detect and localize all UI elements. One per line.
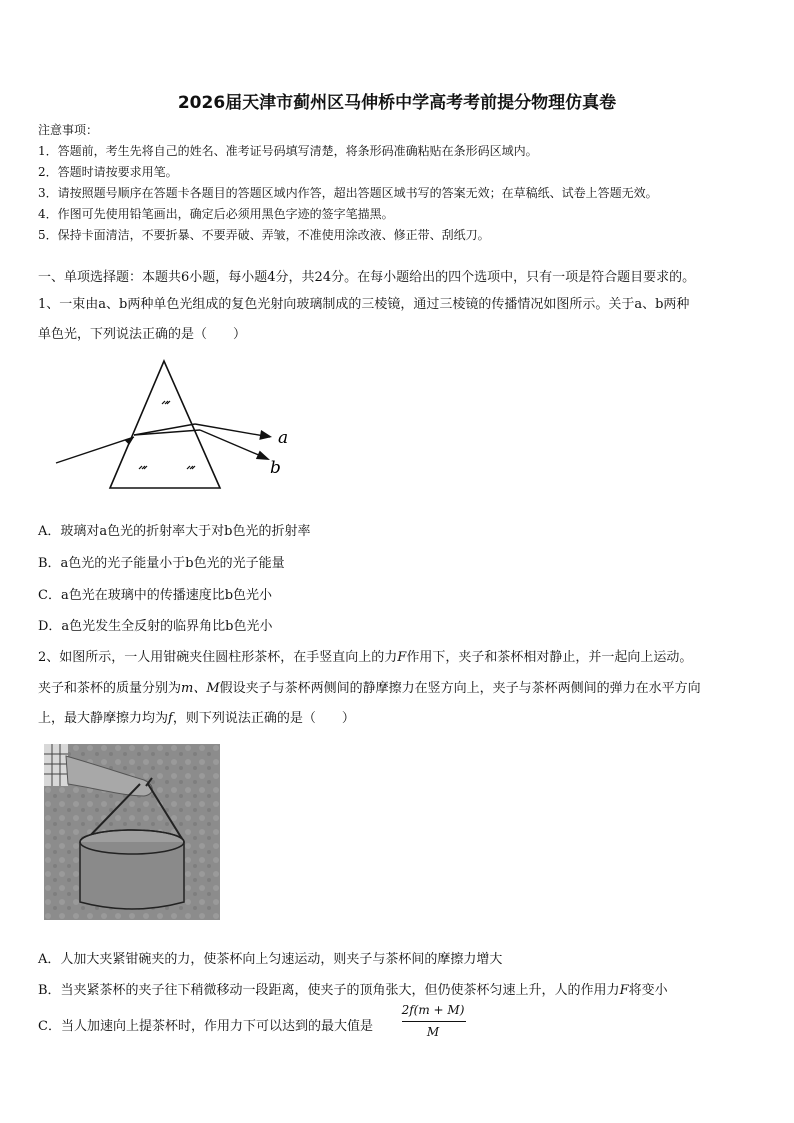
prism-triangle xyxy=(110,361,220,488)
notice-item: 4．作图可先使用铅笔画出，确定后必须用黑色字迹的签字笔描黑。 xyxy=(38,207,394,221)
var-f: f xyxy=(168,711,173,726)
page-title: 2026届天津市蓟州区马伸桥中学高考考前提分物理仿真卷 xyxy=(177,93,617,113)
option-c: C．a色光在玻璃中的传播速度比b色光小 xyxy=(38,588,273,603)
emergent-ray-a xyxy=(195,424,270,437)
question-2-stem-cont xyxy=(38,677,701,696)
option-a: A．玻璃对a色光的折射率大于对b色光的折射率 xyxy=(38,524,311,539)
notice-item: 5．保持卡面清洁，不要折暴、不要弄破、弄皱，不准使用涂改液、修正带、刮纸刀。 xyxy=(38,228,490,242)
question-2-stem-cont xyxy=(38,707,355,726)
notice-item: 2．答题时请按要求用笔。 xyxy=(38,165,178,179)
option-text: B．当夹紧茶杯的夹子往下稍微移动一段距离，使夹子的顶角张大，但仍使茶杯匀速上升，人的作用力 xyxy=(38,983,620,998)
question-1-stem-cont: 单色光，下列说法正确的是（ ） xyxy=(38,327,247,342)
clamp-photo xyxy=(44,744,220,920)
sleeve xyxy=(44,744,68,786)
question-2-stem xyxy=(38,646,692,665)
option-text: 将变小 xyxy=(628,983,668,998)
stem-text: 作用下，夹子和茶杯相对静止，并一起向上运动。 xyxy=(406,650,693,665)
notice-heading: 注意事项： xyxy=(38,123,99,137)
option-b: B．a色光的光子能量小于b色光的光子能量 xyxy=(38,556,285,571)
fraction-bar xyxy=(402,1021,466,1022)
arrow-a xyxy=(259,430,273,442)
var-mM: m、M xyxy=(181,681,220,696)
notice-item: 1．答题前，考生先将自己的姓名、准考证号码填写清楚，将条形码准确粘贴在条形码区域内。 xyxy=(38,144,538,158)
section-heading: 一、单项选择题：本题共6小题，每小题4分，共24分。在每小题给出的四个选项中，只有一项是符合题目要求的。 xyxy=(38,270,696,285)
label-a: a xyxy=(278,428,289,448)
cup-body xyxy=(80,842,184,909)
fraction-numerator: 2f(m + M) xyxy=(401,1003,465,1017)
stem-text: 假设夹子与茶杯两侧间的静摩擦力在竖方向上，夹子与茶杯两侧间的弹力在水平方向 xyxy=(219,681,701,696)
label-b: b xyxy=(270,458,281,478)
var-F: F xyxy=(397,650,407,665)
stem-text: 2、如图所示，一人用钳碗夹住圆柱形茶杯，在手竖直向上的力 xyxy=(38,650,398,665)
var-F: F xyxy=(619,983,629,998)
question-1-stem: 1、一束由a、b两种单色光组成的复色光射向玻璃制成的三棱镜，通过三棱镜的传播情况如图所示。关于a、b两种 xyxy=(38,297,690,312)
q2-option-b xyxy=(38,979,668,998)
stem-text: ，则下列说法正确的是（ ） xyxy=(172,711,355,726)
notice-item: 3．请按照题号顺序在答题卡各题目的答题区域内作答，超出答题区域书写的答案无效；在草稿纸、试卷上答题无效。 xyxy=(38,186,658,200)
q2-option-a: A．人加大夹紧钳碗夹的力，使茶杯向上匀速运动，则夹子与茶杯间的摩擦力增大 xyxy=(38,952,503,967)
stem-text: 夹子和茶杯的质量分别为 xyxy=(38,681,182,696)
option-d: D．a色光发生全反射的临界角比b色光小 xyxy=(38,619,273,634)
q2-option-c: C．当人加速向上提茶杯时，作用力下可以达到的最大值是 xyxy=(38,1019,373,1034)
fraction-denominator: M xyxy=(426,1025,440,1039)
incident-arrow xyxy=(124,437,135,446)
prism-diagram xyxy=(50,355,300,495)
stem-text: 上，最大静摩擦力均为 xyxy=(38,711,169,726)
refracted-ray-b xyxy=(134,430,200,435)
